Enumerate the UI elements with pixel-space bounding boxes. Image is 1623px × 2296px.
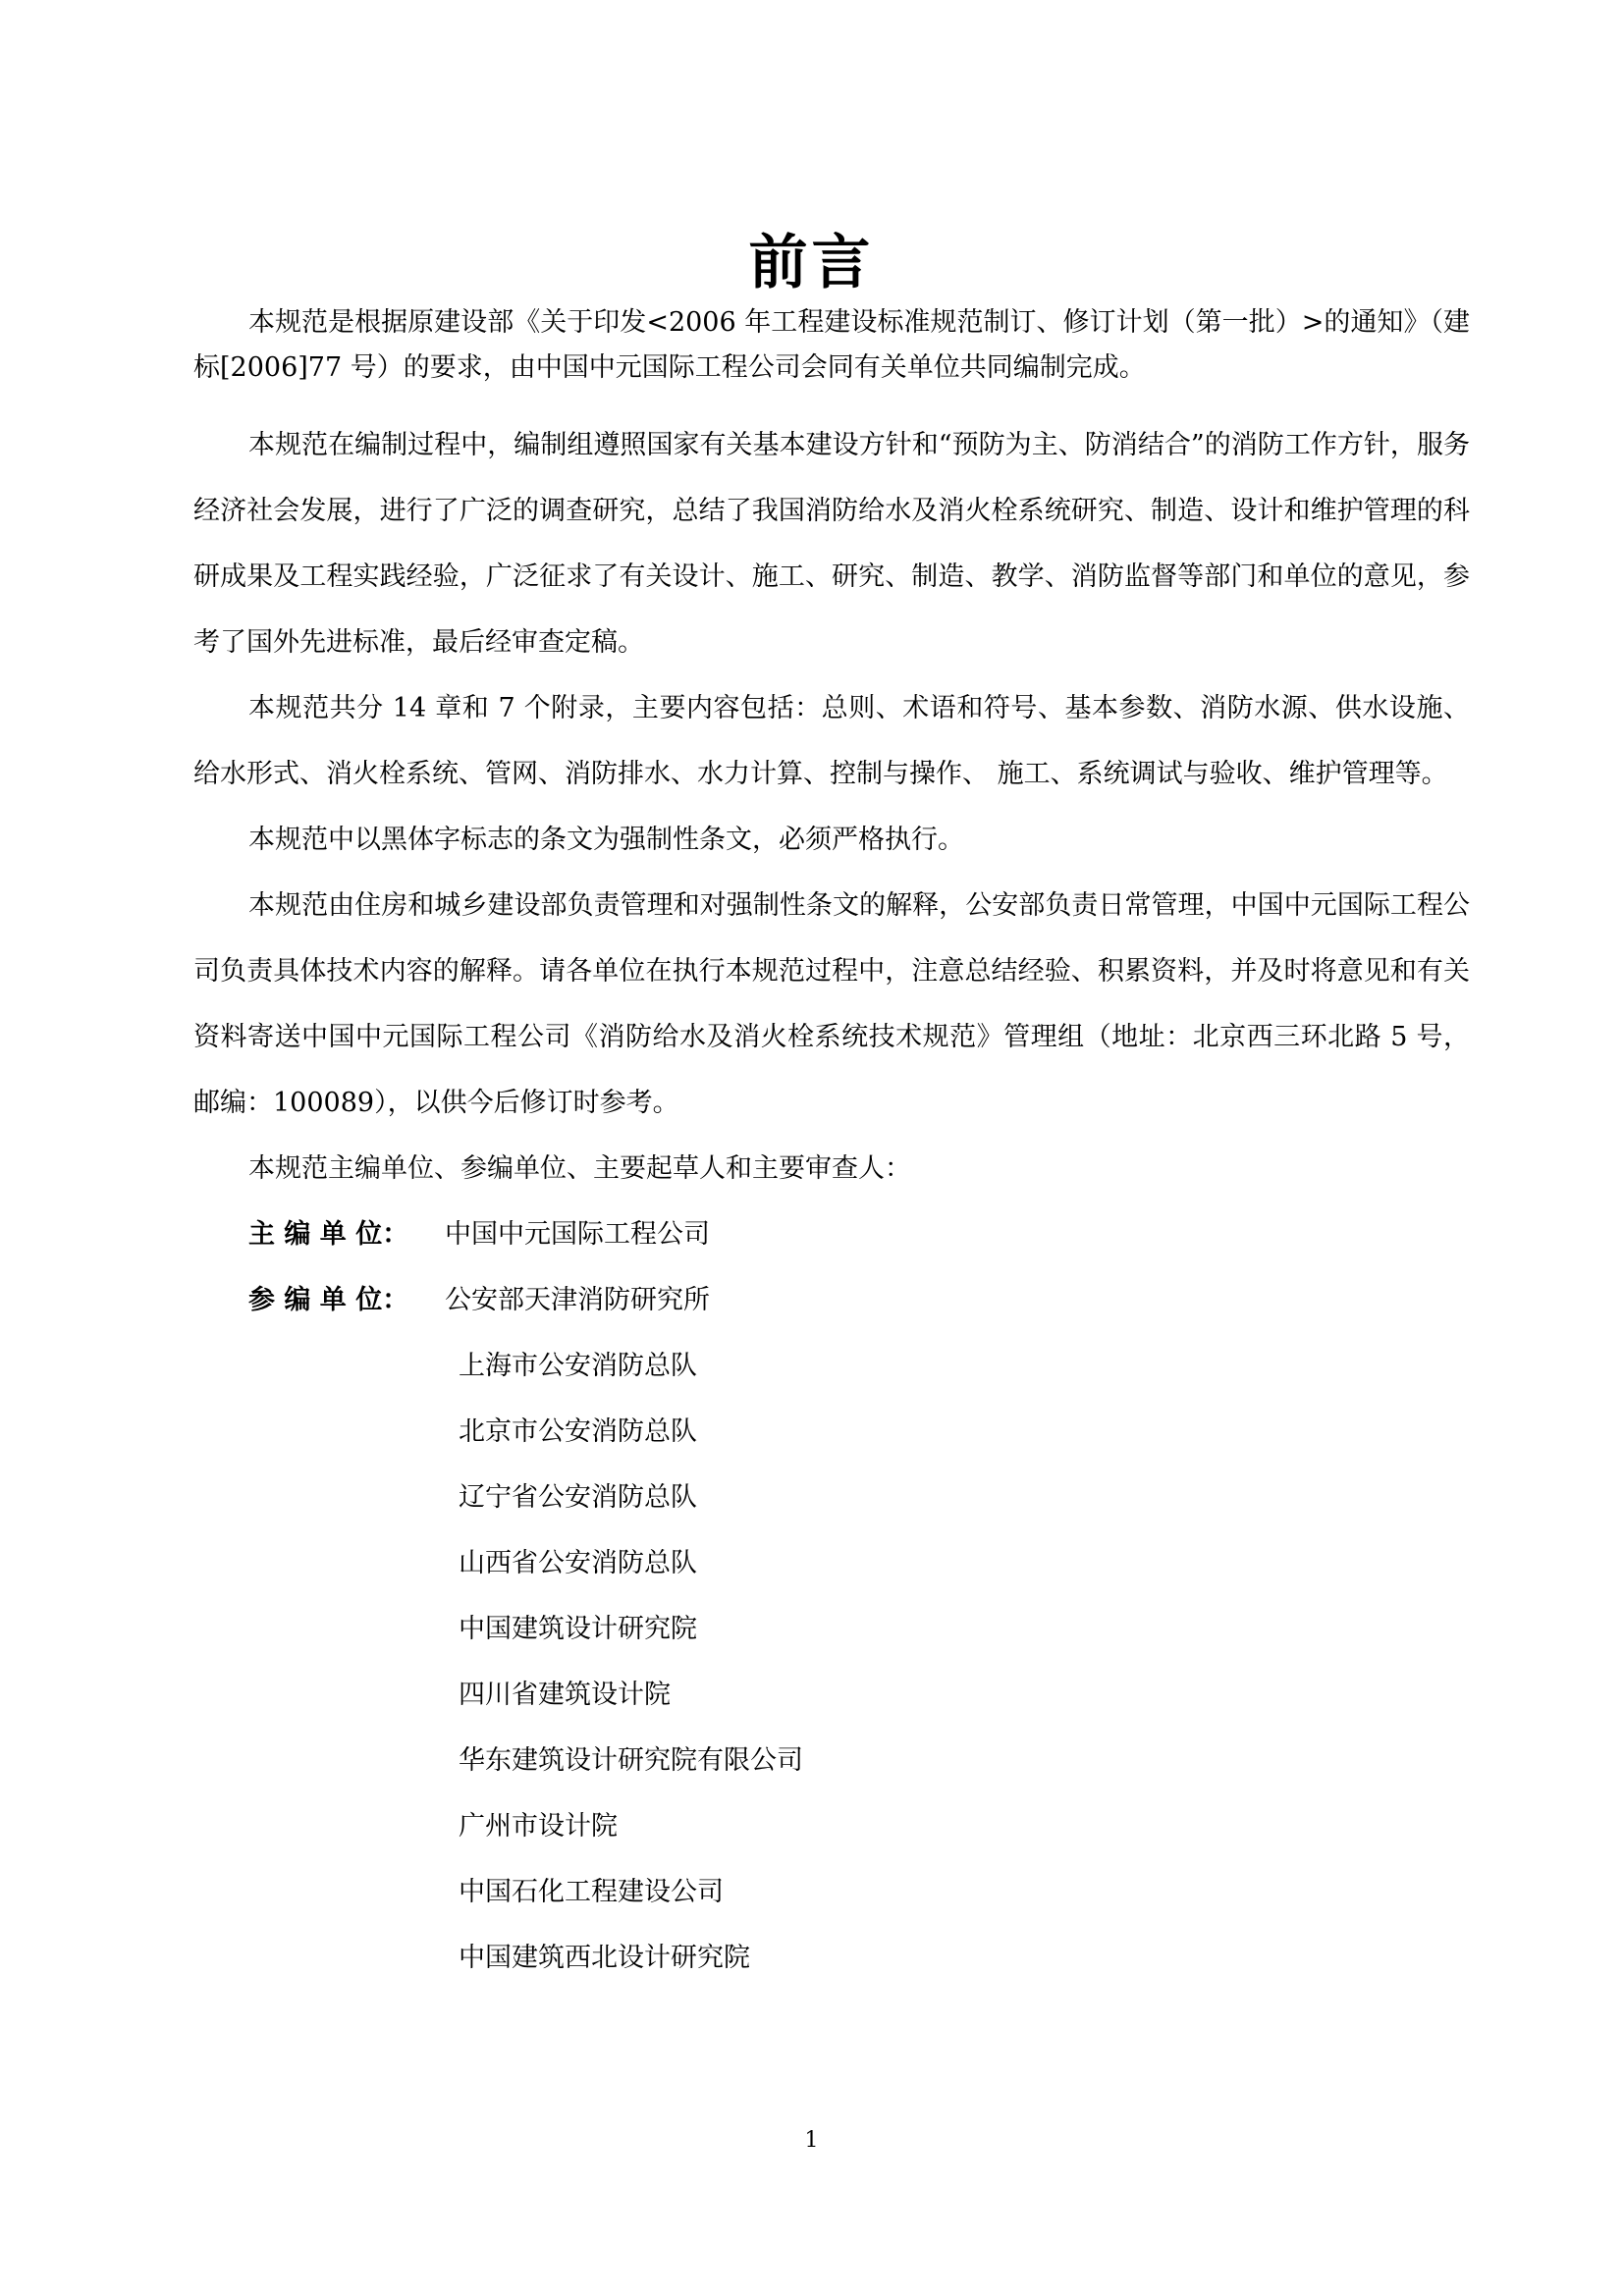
participant-item: 中国石化工程建设公司 — [459, 1877, 724, 1907]
participant-first: 公安部天津消防研究所 — [445, 1285, 710, 1315]
participant-item: 上海市公安消防总队 — [459, 1351, 697, 1381]
participant-item: 辽宁省公安消防总队 — [459, 1482, 697, 1513]
paragraph-2: 本规范在编制过程中，编制组遵照国家有关基本建设方针和“预防为主、防消结合”的消防工作方针，服务经济社会发展，进行了广泛的调查研究，总结了我国消防给水及消火栓系统研究、制造、设计和维护管理的科研成果及工程实践经验，广泛征求了有关设计、施工、研究、制造、教学、消防监督等部门和单位的意见，参考了国外先进标准，最后经审查定稿。 — [193, 430, 1470, 658]
paragraph-3: 本规范共分 14 章和 7 个附录，主要内容包括：总则、术语和符号、基本参数、消防水源、供水设施、给水形式、消火栓系统、管网、消防排水、水力计算、控制与操作、 施工、系统调试与验收、维护管理等。 — [193, 693, 1470, 789]
paragraph-6: 本规范主编单位、参编单位、主要起草人和主要审查人： — [248, 1153, 911, 1184]
chief-editor-value: 中国中元国际工程公司 — [445, 1219, 710, 1250]
paragraph-5: 本规范由住房和城乡建设部负责管理和对强制性条文的解释，公安部负责日常管理，中国中元国际工程公司负责具体技术内容的解释。请各单位在执行本规范过程中，注意总结经验、积累资料，并及时将意见和有关资料寄送中国中元国际工程公司《消防给水及消火栓系统技术规范》管理组（地址：北京西三环北路 5 号，邮编：100089），以供今后修订时参考。 — [193, 890, 1470, 1118]
participant-item: 华东建筑设计研究院有限公司 — [459, 1745, 803, 1776]
participants-list — [193, 1333, 1470, 1991]
participant-item: 广州市设计院 — [459, 1811, 618, 1842]
participants-row — [193, 1267, 1470, 1333]
preface-body — [193, 300, 1470, 1991]
participants-label: 参 编 单 位： — [248, 1285, 409, 1315]
participant-item: 中国建筑西北设计研究院 — [459, 1943, 750, 1973]
chief-editor-label: 主 编 单 位： — [248, 1219, 409, 1250]
participant-item: 中国建筑设计研究院 — [459, 1614, 697, 1644]
paragraph-1: 本规范是根据原建设部《关于印发<2006 年工程建设标准规范制订、修订计划（第一批）>的通知》（建标[2006]77 号）的要求，由中国中元国际工程公司会同有关单位共同编制完成。 — [193, 307, 1470, 383]
chief-editor-row — [193, 1201, 1470, 1267]
page-title: 前言 — [748, 229, 875, 297]
participant-item: 四川省建筑设计院 — [459, 1680, 671, 1710]
participant-item: 北京市公安消防总队 — [459, 1416, 697, 1447]
paragraph-4: 本规范中以黑体字标志的条文为强制性条文，必须严格执行。 — [248, 825, 964, 855]
page-number: 1 — [804, 2128, 819, 2153]
participant-item: 山西省公安消防总队 — [459, 1548, 697, 1578]
